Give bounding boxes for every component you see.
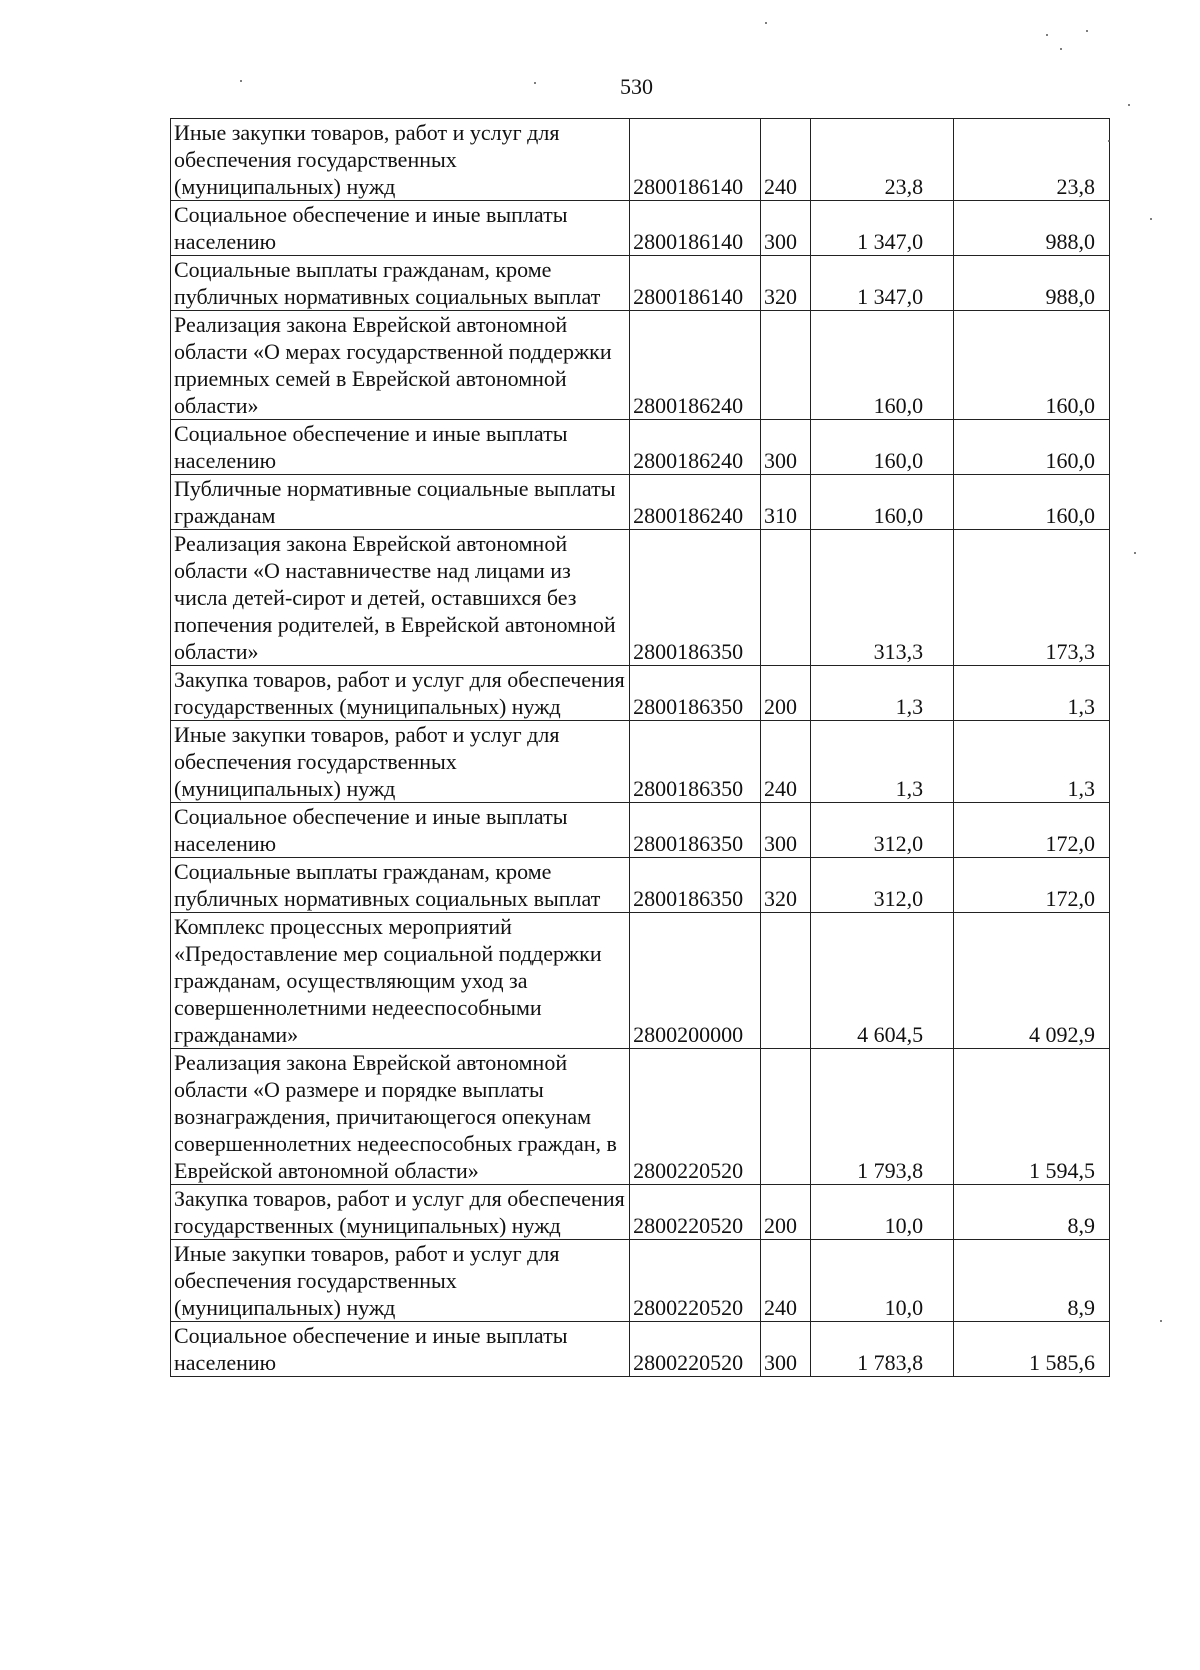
row-expense-type: 240	[760, 119, 810, 201]
row-name: Социальные выплаты гражданам, кроме публичных нормативных социальных выплат	[171, 858, 630, 913]
row-code: 2800220520	[630, 1049, 761, 1185]
row-value-1: 10,0	[810, 1240, 953, 1322]
row-name: Реализация закона Еврейской автономной области «О размере и порядке выплаты вознаграждения, причитающегося опекунам совершеннолетних недееспособных граждан, в Еврейской автономной области»	[171, 1049, 630, 1185]
row-value-1: 312,0	[810, 858, 953, 913]
table-row	[171, 1049, 1110, 1185]
row-name: Иные закупки товаров, работ и услуг для обеспечения государственных (муниципальных) нужд	[171, 1240, 630, 1322]
row-name: Социальные выплаты гражданам, кроме публичных нормативных социальных выплат	[171, 256, 630, 311]
scan-speck	[240, 80, 242, 82]
row-name: Иные закупки товаров, работ и услуг для обеспечения государственных (муниципальных) нужд	[171, 119, 630, 201]
row-value-1: 1 347,0	[810, 201, 953, 256]
row-code: 2800220520	[630, 1322, 761, 1377]
row-value-1: 1,3	[810, 721, 953, 803]
row-code: 2800220520	[630, 1240, 761, 1322]
row-value-2: 1 594,5	[954, 1049, 1110, 1185]
budget-table	[170, 118, 1110, 1377]
row-name: Закупка товаров, работ и услуг для обеспечения государственных (муниципальных) нужд	[171, 666, 630, 721]
table-row	[171, 311, 1110, 420]
row-value-2: 8,9	[954, 1240, 1110, 1322]
row-expense-type	[760, 530, 810, 666]
scan-speck	[1108, 140, 1110, 142]
row-expense-type	[760, 913, 810, 1049]
row-name: Закупка товаров, работ и услуг для обеспечения государственных (муниципальных) нужд	[171, 1185, 630, 1240]
row-code: 2800186350	[630, 721, 761, 803]
row-value-2: 172,0	[954, 803, 1110, 858]
row-value-2: 160,0	[954, 475, 1110, 530]
row-value-1: 313,3	[810, 530, 953, 666]
scan-speck	[1134, 552, 1136, 554]
row-name: Иные закупки товаров, работ и услуг для обеспечения государственных (муниципальных) нужд	[171, 721, 630, 803]
row-expense-type: 300	[760, 803, 810, 858]
table-row	[171, 666, 1110, 721]
table-row	[171, 913, 1110, 1049]
row-expense-type: 320	[760, 858, 810, 913]
row-code: 2800186350	[630, 666, 761, 721]
table-row	[171, 256, 1110, 311]
table-row	[171, 1322, 1110, 1377]
row-code: 2800186140	[630, 201, 761, 256]
scan-speck	[534, 82, 536, 84]
row-value-2: 1,3	[954, 666, 1110, 721]
row-expense-type: 300	[760, 201, 810, 256]
row-value-2: 173,3	[954, 530, 1110, 666]
table-row	[171, 420, 1110, 475]
row-expense-type: 320	[760, 256, 810, 311]
table-body	[171, 119, 1110, 1377]
row-value-2: 172,0	[954, 858, 1110, 913]
row-code: 2800186350	[630, 530, 761, 666]
row-code: 2800186350	[630, 858, 761, 913]
row-value-2: 160,0	[954, 420, 1110, 475]
row-expense-type: 200	[760, 666, 810, 721]
row-value-2: 4 092,9	[954, 913, 1110, 1049]
scan-speck	[1160, 1320, 1162, 1322]
row-value-1: 160,0	[810, 420, 953, 475]
row-expense-type: 300	[760, 420, 810, 475]
row-expense-type	[760, 1049, 810, 1185]
row-expense-type: 240	[760, 1240, 810, 1322]
row-name: Социальное обеспечение и иные выплаты населению	[171, 420, 630, 475]
table-row	[171, 803, 1110, 858]
table-row	[171, 119, 1110, 201]
row-expense-type: 240	[760, 721, 810, 803]
row-expense-type: 200	[760, 1185, 810, 1240]
row-value-1: 1 347,0	[810, 256, 953, 311]
table-row	[171, 1185, 1110, 1240]
table-row	[171, 201, 1110, 256]
row-expense-type: 300	[760, 1322, 810, 1377]
row-value-1: 23,8	[810, 119, 953, 201]
page-number: 530	[620, 74, 653, 99]
row-code: 2800186350	[630, 803, 761, 858]
row-code: 2800186240	[630, 311, 761, 420]
row-value-1: 160,0	[810, 475, 953, 530]
row-expense-type: 310	[760, 475, 810, 530]
row-value-2: 1 585,6	[954, 1322, 1110, 1377]
row-name: Социальное обеспечение и иные выплаты населению	[171, 201, 630, 256]
table-row	[171, 530, 1110, 666]
scan-speck	[1060, 48, 1062, 50]
row-name: Социальное обеспечение и иные выплаты населению	[171, 1322, 630, 1377]
row-value-2: 160,0	[954, 311, 1110, 420]
row-name: Реализация закона Еврейской автономной области «О мерах государственной поддержки приемных семей в Еврейской автономной области»	[171, 311, 630, 420]
row-value-1: 1,3	[810, 666, 953, 721]
row-value-1: 10,0	[810, 1185, 953, 1240]
scan-speck	[1086, 30, 1088, 32]
row-value-2: 23,8	[954, 119, 1110, 201]
scan-speck	[1046, 34, 1048, 36]
row-name: Комплекс процессных мероприятий «Предоставление мер социальной поддержки гражданам, осуществляющим уход за совершеннолетними недееспособными гражданами»	[171, 913, 630, 1049]
row-value-1: 1 783,8	[810, 1322, 953, 1377]
row-value-1: 4 604,5	[810, 913, 953, 1049]
scan-speck	[1150, 218, 1152, 220]
row-expense-type	[760, 311, 810, 420]
row-value-2: 1,3	[954, 721, 1110, 803]
row-code: 2800186140	[630, 256, 761, 311]
table-row	[171, 721, 1110, 803]
row-code: 2800186140	[630, 119, 761, 201]
scan-speck	[765, 22, 767, 24]
row-value-1: 160,0	[810, 311, 953, 420]
row-code: 2800220520	[630, 1185, 761, 1240]
row-name: Публичные нормативные социальные выплаты гражданам	[171, 475, 630, 530]
row-code: 2800186240	[630, 420, 761, 475]
row-value-2: 988,0	[954, 201, 1110, 256]
row-value-2: 8,9	[954, 1185, 1110, 1240]
table-row	[171, 858, 1110, 913]
row-code: 2800200000	[630, 913, 761, 1049]
row-name: Социальное обеспечение и иные выплаты населению	[171, 803, 630, 858]
table-row	[171, 475, 1110, 530]
table-row	[171, 1240, 1110, 1322]
row-value-1: 1 793,8	[810, 1049, 953, 1185]
row-name: Реализация закона Еврейской автономной области «О наставничестве над лицами из числа детей-сирот и детей, оставшихся без попечения родителей, в Еврейской автономной области»	[171, 530, 630, 666]
row-value-1: 312,0	[810, 803, 953, 858]
row-value-2: 988,0	[954, 256, 1110, 311]
row-code: 2800186240	[630, 475, 761, 530]
scan-speck	[1128, 104, 1130, 106]
